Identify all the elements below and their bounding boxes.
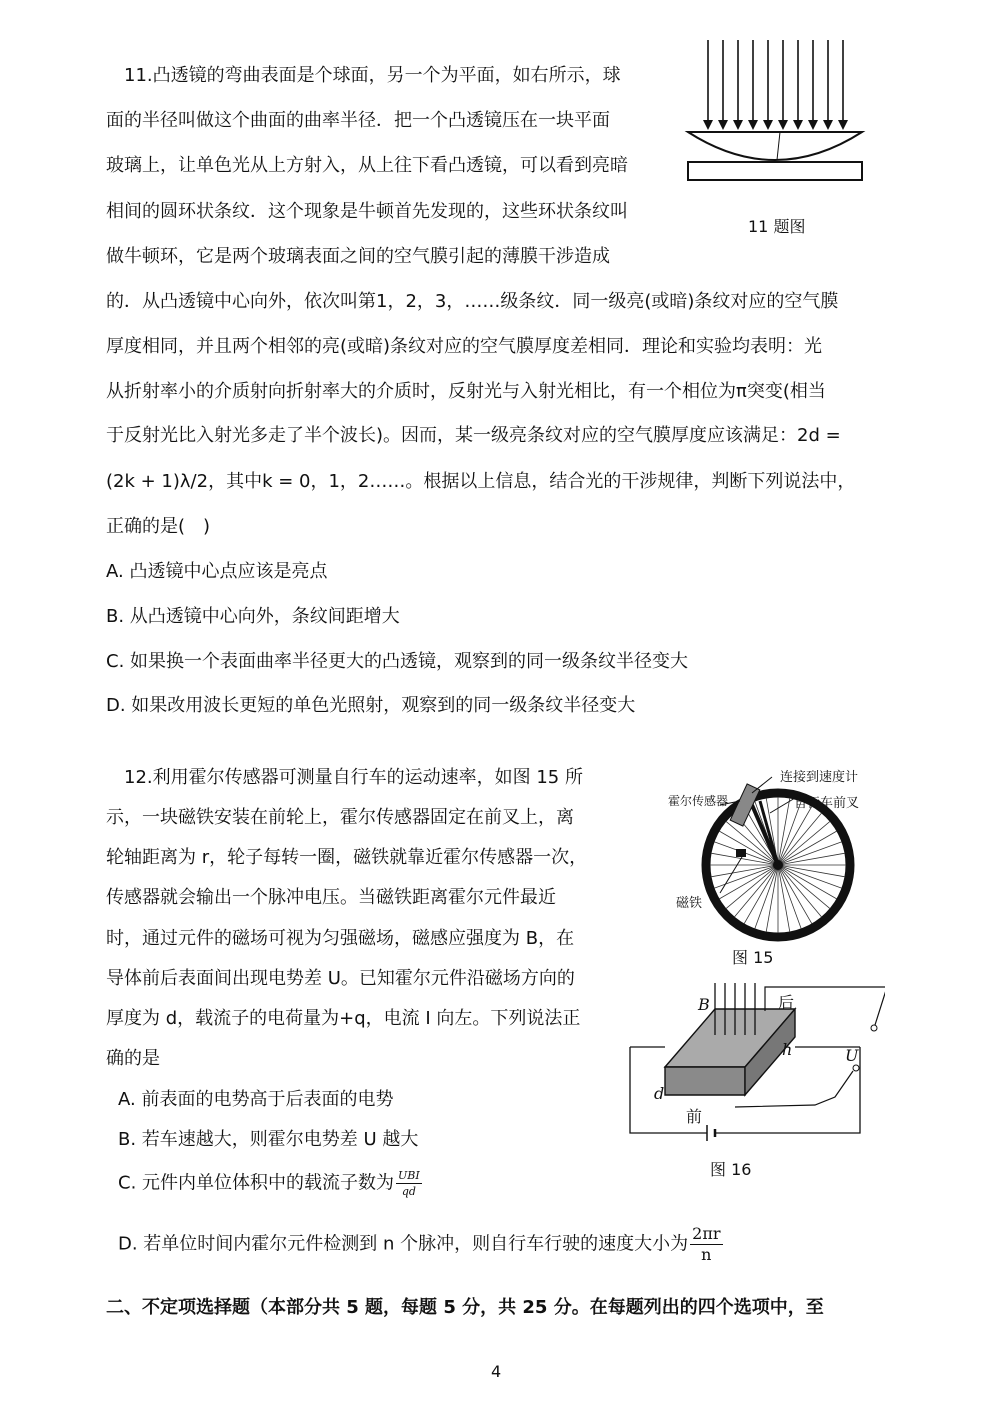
q12-option-c-numerator: UBI xyxy=(398,1169,420,1182)
q12-line-1: 12.利用霍尔传感器可测量自行车的运动速率，如图 15 所 xyxy=(124,767,583,788)
fig16-label-u: U xyxy=(845,1046,859,1065)
fig15-label-meter: 连接到速度计 xyxy=(780,770,859,785)
q12-line-5: 时，通过元件的磁场可视为匀强磁场，磁感应强度为 B，在 xyxy=(106,928,575,949)
section-2-heading: 二、不定项选择题（本部分共 5 题，每题 5 分，共 25 分。在每题列出的四个选项中，至 xyxy=(106,1297,824,1318)
q12-line-2: 示，一块磁铁安装在前轮上，霍尔传感器固定在前叉上，离 xyxy=(106,807,574,828)
q11-line-6: 的．从凸透镜中心向外，依次叫第1，2，3，……级条纹．同一级亮(或暗)条纹对应的空气膜 xyxy=(106,291,839,312)
fig15-caption: 图 15 xyxy=(732,948,774,967)
q12-option-c-denominator: qd xyxy=(401,1185,416,1198)
q12-option-c xyxy=(118,1170,422,1197)
q12-line-7: 厚度为 d，载流子的电荷量为+q，电流 I 向左。下列说法正 xyxy=(106,1008,581,1029)
q12-option-d-text: D. 若单位时间内霍尔元件检测到 n 个脉冲，则自行车行驶的速度大小为 xyxy=(118,1233,689,1255)
q12-line-3: 轮轴距离为 r，轮子每转一圈，磁铁就靠近霍尔传感器一次， xyxy=(106,847,588,868)
q12-option-c-fraction xyxy=(396,1170,422,1197)
q11-line-8: 从折射率小的介质射向折射率大的介质时，反射光与入射光相比，有一个相位为π突变(相当 xyxy=(106,381,826,402)
fig15-label-sensor: 霍尔传感器 xyxy=(668,794,729,808)
q12-option-d-fraction xyxy=(690,1226,722,1263)
q11-line-7: 厚度相同，并且两个相邻的亮(或暗)条纹对应的空气膜厚度差相同．理论和实验均表明：光 xyxy=(106,336,823,357)
q11-line-1: 11.凸透镜的弯曲表面是个球面，另一个为平面，如右所示，球 xyxy=(124,65,621,86)
fig16-label-front: 前 xyxy=(686,1107,703,1126)
q11-figure-caption: 11 题图 xyxy=(748,217,806,236)
q11-option-b: B. 从凸透镜中心向外，条纹间距增大 xyxy=(106,606,400,627)
fig16-label-b: B xyxy=(698,995,710,1014)
q12-option-c-text: C. 元件内单位体积中的载流子数为 xyxy=(118,1172,395,1194)
q11-line-4: 相间的圆环状条纹．这个现象是牛顿首先发现的，这些环状条纹叫 xyxy=(106,201,628,222)
q12-option-b: B. 若车速越大，则霍尔电势差 U 越大 xyxy=(118,1129,419,1150)
q12-line-6: 导体前后表面间出现电势差 U。已知霍尔元件沿磁场方向的 xyxy=(106,968,575,989)
fig15-label-fork: 自行车前叉 xyxy=(794,796,860,811)
q12-option-d xyxy=(118,1226,723,1263)
q11-option-d: D. 如果改用波长更短的单色光照射，观察到的同一级条纹半径变大 xyxy=(106,695,636,716)
q11-line-2: 面的半径叫做这个曲面的曲率半径．把一个凸透镜压在一块平面 xyxy=(106,110,610,131)
q11-option-c: C. 如果换一个表面曲率半径更大的凸透镜，观察到的同一级条纹半径变大 xyxy=(106,651,689,672)
fig16-label-d: d xyxy=(654,1084,665,1103)
fig16-label-h: h xyxy=(782,1040,793,1059)
q11-figure xyxy=(680,36,870,186)
q12-option-d-denominator: n xyxy=(701,1245,712,1264)
q11-line-9: 于反射光比入射光多走了半个波长)。因而，某一级亮条纹对应的空气膜厚度应该满足：2d = xyxy=(106,425,841,446)
fig15-label-magnet: 磁铁 xyxy=(676,896,703,911)
q11-option-a: A. 凸透镜中心点应该是亮点 xyxy=(106,561,328,582)
fig16-label-back: 后 xyxy=(778,993,795,1012)
q11-line-5: 做牛顿环，它是两个玻璃表面之间的空气膜引起的薄膜干涉造成 xyxy=(106,246,610,267)
q12-line-8: 确的是 xyxy=(106,1048,160,1069)
q11-line-10: (2k + 1)λ/2，其中k = 0，1，2……。根据以上信息，结合光的干涉规律，判断下列说法中， xyxy=(106,471,856,492)
q12-option-d-numerator: 2πr xyxy=(692,1224,721,1243)
q12-option-a: A. 前表面的电势高于后表面的电势 xyxy=(118,1089,394,1110)
q12-line-4: 传感器就会输出一个脉冲电压。当磁铁距离霍尔元件最近 xyxy=(106,887,556,908)
page-number: 4 xyxy=(491,1362,502,1381)
q11-line-3: 玻璃上，让单色光从上方射入，从上往下看凸透镜，可以看到亮暗 xyxy=(106,155,628,176)
q11-line-11: 正确的是( ) xyxy=(106,516,211,537)
fig16-caption: 图 16 xyxy=(710,1160,752,1179)
